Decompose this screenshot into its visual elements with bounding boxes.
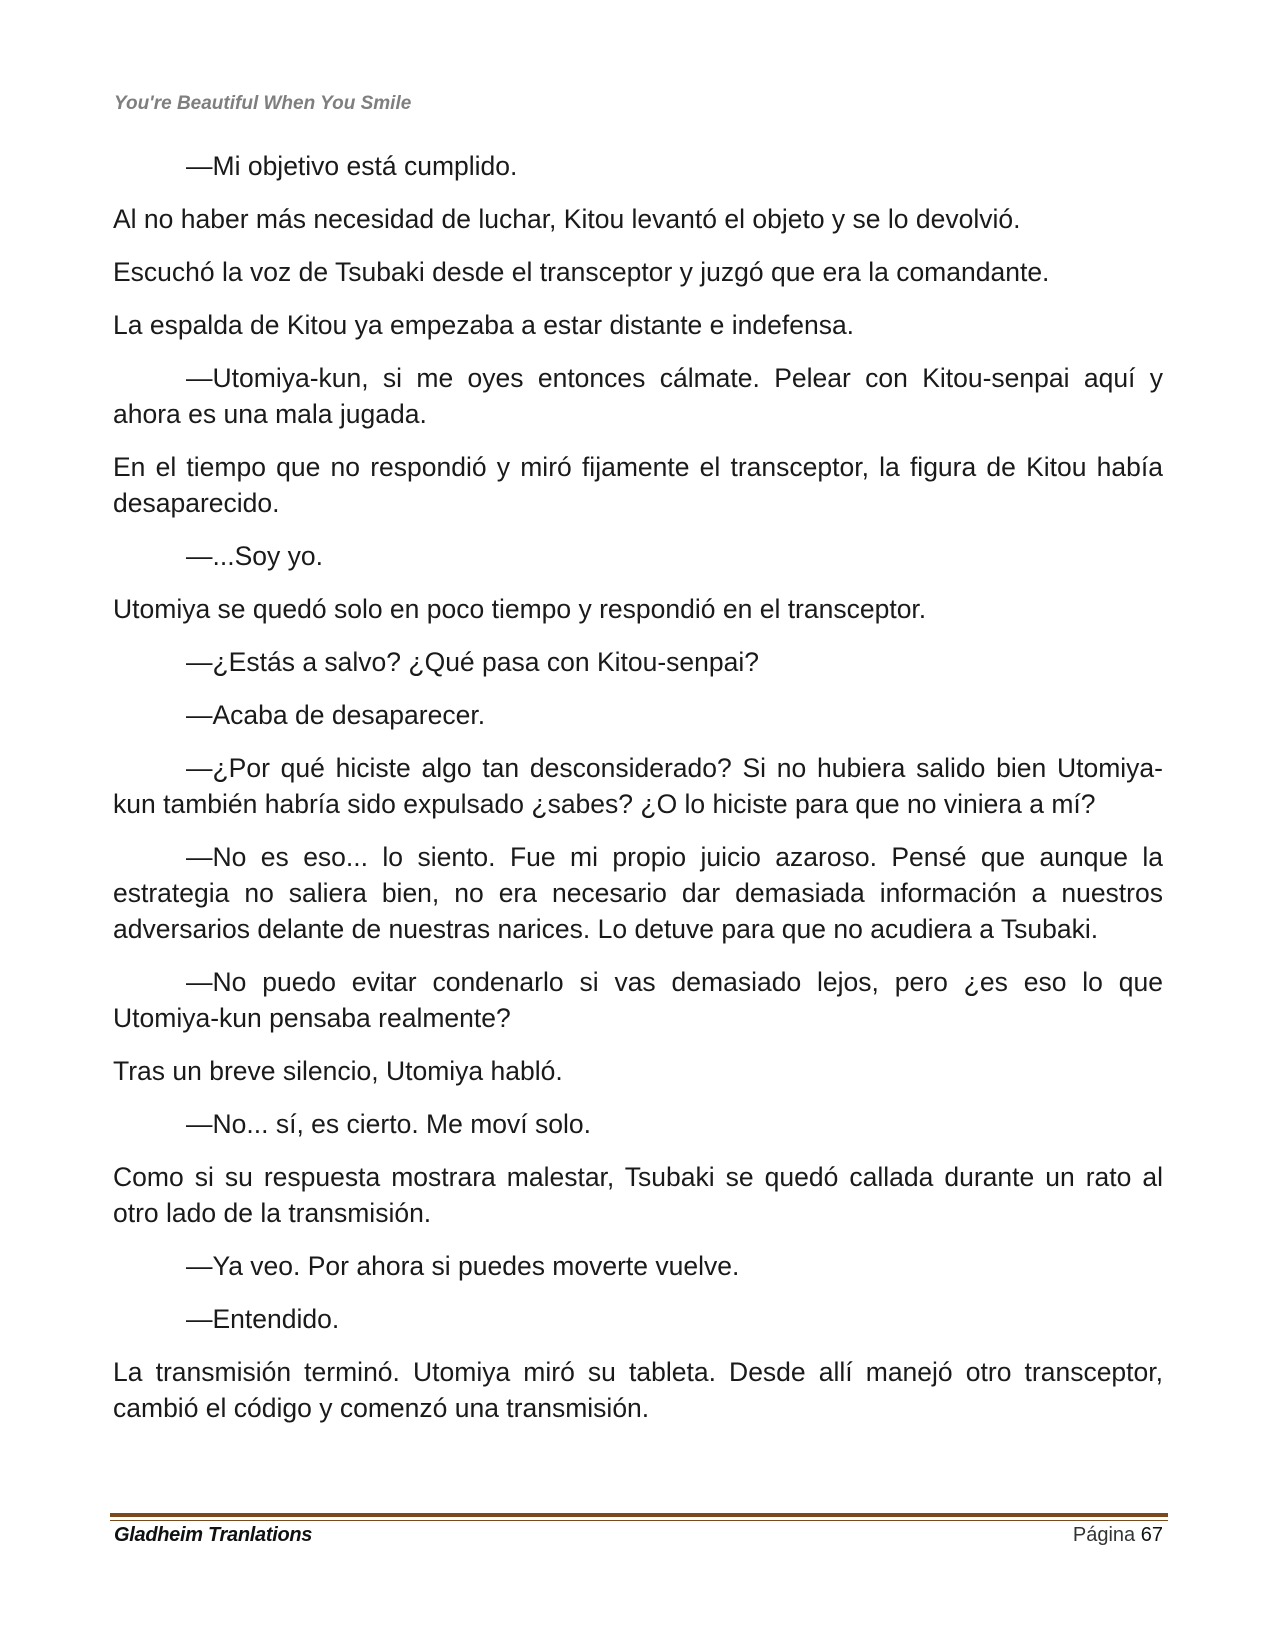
paragraph: La espalda de Kitou ya empezaba a estar distante e indefensa.	[113, 310, 855, 340]
footer-translator: Gladheim Tranlations	[114, 1524, 313, 1546]
paragraph: —Entendido.	[186, 1304, 340, 1334]
running-header: You're Beautiful When You Smile	[114, 93, 412, 114]
page-number: 67	[1140, 1524, 1163, 1546]
paragraph: —No... sí, es cierto. Me moví solo.	[186, 1109, 591, 1139]
paragraph: Como si su respuesta mostrara malestar, Tsubaki se quedó callada durante un rato al otro lado de la transmisión.	[113, 1162, 1163, 1228]
paragraph: —No es eso... lo siento. Fue mi propio juicio azaroso. Pensé que aunque la estrategia no saliera bien, no era necesario dar demasiada información a nuestros adversarios delante de nuestras narices. Lo detuve para que no acudiera a Tsubaki.	[113, 842, 1163, 944]
page-body	[113, 148, 1163, 1443]
paragraph: Al no haber más necesidad de luchar, Kitou levantó el objeto y se lo devolvió.	[113, 204, 1021, 234]
paragraph: —Ya veo. Por ahora si puedes moverte vuelve.	[186, 1251, 740, 1281]
page-label: Página	[1072, 1524, 1136, 1546]
paragraph: —...Soy yo.	[186, 541, 323, 571]
paragraph: —¿Por qué hiciste algo tan desconsiderado? Si no hubiera salido bien Utomiya-kun también habría sido expulsado ¿sabes? ¿O lo hiciste para que no viniera a mí?	[113, 753, 1163, 819]
paragraph: —¿Estás a salvo? ¿Qué pasa con Kitou-senpai?	[186, 647, 759, 677]
paragraph: Utomiya se quedó solo en poco tiempo y respondió en el transceptor.	[113, 594, 927, 624]
paragraph: —Mi objetivo está cumplido.	[186, 151, 518, 181]
paragraph: —Utomiya-kun, si me oyes entonces cálmate. Pelear con Kitou-senpai aquí y ahora es una mala jugada.	[113, 363, 1163, 429]
paragraph: Tras un breve silencio, Utomiya habló.	[113, 1056, 563, 1086]
paragraph: La transmisión terminó. Utomiya miró su tableta. Desde allí manejó otro transceptor, cambió el código y comenzó una transmisión.	[113, 1357, 1163, 1423]
paragraph: —Acaba de desaparecer.	[186, 700, 486, 730]
paragraph: —No puedo evitar condenarlo si vas demasiado lejos, pero ¿es eso lo que Utomiya-kun pensaba realmente?	[113, 967, 1163, 1033]
footer-divider	[110, 1513, 1168, 1517]
footer-page	[1073, 1524, 1163, 1547]
paragraph: En el tiempo que no respondió y miró fijamente el transceptor, la figura de Kitou había desaparecido.	[113, 452, 1163, 518]
footer-divider-thin	[110, 1520, 1168, 1521]
paragraph: Escuchó la voz de Tsubaki desde el transceptor y juzgó que era la comandante.	[113, 257, 1050, 287]
